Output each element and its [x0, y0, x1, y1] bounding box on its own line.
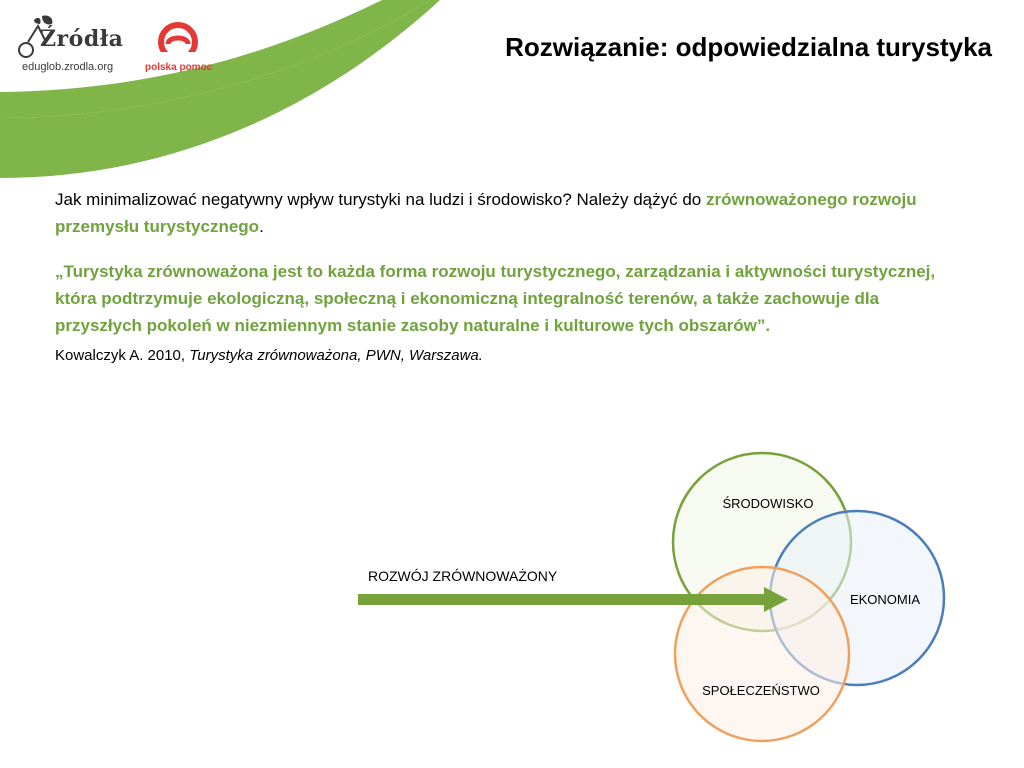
citation-plain: Kowalczyk A. 2010,: [55, 347, 190, 364]
site-url[interactable]: eduglob.zrodla.org: [22, 61, 114, 73]
label-ekonomia: EKONOMIA: [849, 592, 921, 607]
intro-end: .: [259, 217, 264, 236]
arrow-label: ROZWÓJ ZRÓWNOWAŻONY: [368, 568, 558, 584]
intro-highlight: zrównoważonego rozwoju przemysłu turystycznego: [55, 190, 917, 236]
intro-text: Jak minimalizować negatywny wpływ turystyki na ludzi i środowisko? Należy dążyć do: [55, 190, 706, 209]
polska-pomoc-label: polska pomoc: [145, 62, 213, 73]
zrodla-logo-text: Źródła: [40, 26, 124, 52]
label-spoleczenstwo: SPOŁECZEŃSTWO: [702, 683, 820, 698]
circle-spoleczenstwo: [675, 567, 849, 741]
slide-title: Rozwiązanie: odpowiedzialna turystyka: [505, 32, 992, 62]
definition-quote: „Turystyka zrównoważona jest to każda forma rozwoju turystycznego, zarządzania i aktywności turystycznej, która podtrzymuje ekologiczną, społeczną i ekonomiczną integralność terenów, a także zachowuje dla przyszłych pokoleń w niezmiennym stanie zasoby naturalne i kulturowe tych obszarów”.: [55, 262, 936, 335]
label-srodowisko: ŚRODOWISKO: [722, 496, 814, 511]
citation-italic: Turystyka zrównoważona, PWN, Warszawa.: [189, 347, 483, 364]
